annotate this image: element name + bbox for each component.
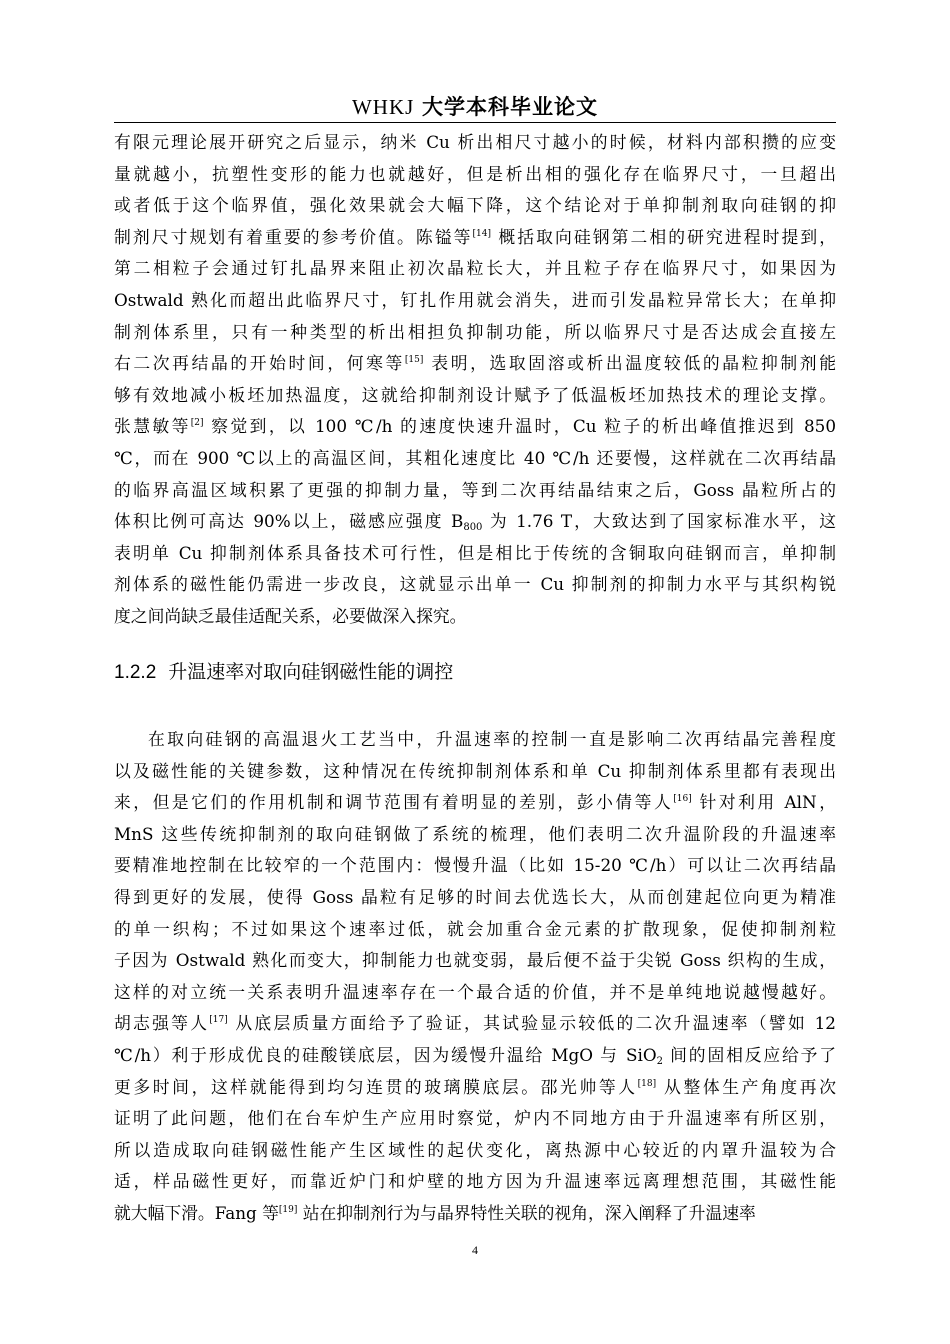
citation-ref: [19] [278, 1204, 298, 1215]
text-line: 以及磁性能的关键参数，这种情况在传统抑制剂体系和单 Cu 抑制剂体系里都有表现出 [114, 760, 836, 781]
citation-ref: [16] [673, 794, 692, 805]
citation-ref: [15] [404, 355, 424, 366]
text-line: 有限元理论展开研究之后显示，纳米 Cu 析出相尺寸越小的时候，材料内部积攒的应变 [114, 132, 836, 152]
text-line: 体积比例可高达 90%以上，磁感应强度 $B_{800}$ 为 1.76 T，大致达到了国家标准水平，这 [114, 511, 836, 534]
section-heading [114, 657, 453, 688]
header-en: WHKJ [351, 95, 415, 119]
text-line: 右二次再结晶的开始时间，何寒等[15] 表明，选取固溶或析出温度较低的晶粒抑制剂能 [114, 353, 836, 374]
citation-ref: [14] [472, 228, 491, 239]
citation-ref: [18] [637, 1078, 657, 1089]
text-line: 够有效地减小板坯加热温度，这就给抑制剂设计赋予了低温板坯加热技术的理论支撑。 [114, 384, 836, 405]
text-line: 或者低于这个临界值，强化效果就会大幅下降，这个结论对于单抑制剂取向硅钢的抑 [114, 195, 836, 216]
paragraph-1 [114, 127, 836, 633]
text-line: 证明了此问题，他们在台车炉生产应用时察觉，炉内不同地方由于升温速率有所区别， [114, 1108, 836, 1129]
text-line: 的临界高温区域积累了更强的抑制力量，等到二次再结晶结束之后，Goss 晶粒所占的 [114, 479, 836, 500]
page-header [114, 93, 836, 121]
text-line: 要精准地控制在比较窄的一个范围内：慢慢升温（比如 15-20 ℃/h）可以让二次再结晶 [114, 855, 836, 876]
citation-ref: [17] [209, 1015, 228, 1026]
text-line: 来，但是它们的作用机制和调节范围有着明显的差别，彭小倩等人[16] 针对利用 AlN， [114, 792, 836, 813]
text-line: 度之间尚缺乏最佳适配关系，必要做深入探究。 [114, 605, 467, 626]
header-cn: 大学本科毕业论文 [422, 95, 598, 119]
section-title: 升温速率对取向硅钢磁性能的调控 [168, 661, 454, 683]
text-line: 适，样品磁性更好，而靠近炉门和炉壁的地方因为升温速率远离理想范围，其磁性能 [114, 1171, 836, 1192]
section-number: 1.2.2 [114, 662, 157, 683]
text-line: MnS 这些传统抑制剂的取向硅钢做了系统的梳理，他们表明二次升温阶段的升温速率 [114, 823, 836, 844]
text-line: 子因为 Ostwald 熟化而变大，抑制能力也就变弱，最后便不益于尖锐 Goss 织构的生成， [114, 950, 836, 971]
text-line: 表明单 Cu 抑制剂体系具备技术可行性，但是相比于传统的含铜取向硅钢而言，单抑制 [114, 542, 836, 563]
text-line: 张慧敏等[2] 察觉到，以 100 ℃/h 的速度快速升温时，Cu 粒子的析出峰值推迟到 850 [114, 416, 836, 437]
text-line: 更多时间，这样就能得到均匀连贯的玻璃膜底层。邵光帅等人[18] 从整体生产角度再次 [114, 1076, 836, 1097]
citation-ref: [2] [190, 418, 204, 429]
text-line: 制剂体系里，只有一种类型的析出相担负抑制功能，所以临界尺寸是否达成会直接左 [114, 321, 836, 342]
text-line: 就大幅下滑。Fang 等[19] 站在抑制剂行为与晶界特性关联的视角，深入阐释了升温速率 [114, 1202, 756, 1223]
paragraph-2 [114, 724, 836, 1230]
text-line: ℃，而在 900 ℃以上的高温区间，其粗化速度比 40 ℃/h 还要慢，这样就在二次再结晶 [114, 447, 836, 468]
page-number: 4 [472, 1243, 478, 1257]
text-line: 所以造成取向硅钢磁性能产生区域性的起伏变化，离热源中心较近的内罩升温较为合 [114, 1139, 836, 1160]
text-line: 第二相粒子会通过钉扎晶界来阻止初次晶粒长大，并且粒子存在临界尺寸，如果因为 [114, 258, 836, 279]
text-line: Ostwald 熟化而超出此临界尺寸，钉扎作用就会消失，进而引发晶粒异常长大；在单抑 [114, 289, 836, 310]
subscript: 2 [656, 1055, 663, 1067]
text-line: 的单一织构；不过如果这个速率过低，就会加重合金元素的扩散现象，促使抑制剂粒 [114, 918, 836, 939]
text-line: 制剂尺寸规划有着重要的参考价值。陈镒等[14] 概括取向硅钢第二相的研究进程时提到， [114, 226, 836, 247]
text-line: 得到更好的发展，使得 Goss 晶粒有足够的时间去优选长大，从而创建起位向更为精准 [114, 886, 836, 907]
text-line: 在取向硅钢的高温退火工艺当中，升温速率的控制一直是影响二次再结晶完善程度 [148, 729, 836, 749]
text-line: 胡志强等人[17] 从底层质量方面给予了验证，其试验显示较低的二次升温速率（譬如 12 [114, 1013, 836, 1034]
text-line: 这样的对立统一关系表明升温速率存在一个最合适的价值，并不是单纯地说越慢越好。 [114, 981, 836, 1002]
subscript: 800 [463, 522, 483, 534]
text-line: ℃/h）利于形成优良的硅酸镁底层，因为缓慢升温给 MgO 与 SiO$_2$ 间的固相反应给予了 [114, 1044, 836, 1067]
text-line: 量就越小，抗塑性变形的能力也就越好，但是析出相的强化存在临界尺寸，一旦超出 [114, 163, 836, 184]
text-line: 剂体系的磁性能仍需进一步改良，这就显示出单一 Cu 抑制剂的抑制力水平与其织构锐 [114, 574, 836, 595]
header-rule [114, 122, 836, 123]
